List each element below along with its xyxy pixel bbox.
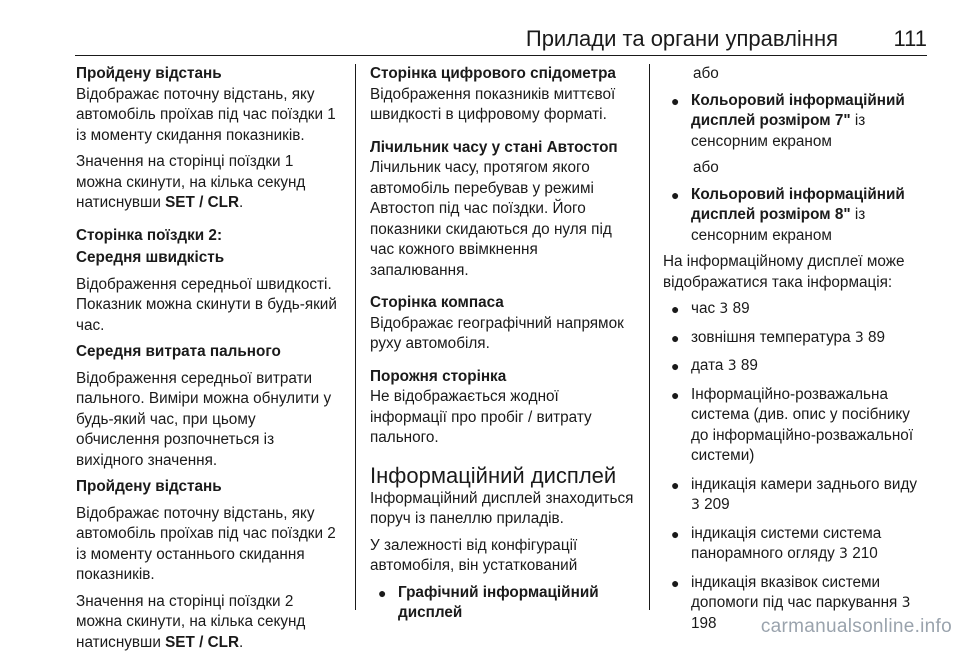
bullet-icon: ●: [671, 524, 679, 545]
or-text: або: [663, 158, 929, 179]
paragraph: Значення на сторінці поїздки 1 можна скинути, на кілька секунд натиснувши SET / CLR.: [76, 152, 342, 214]
section-heading: Середня швидкість: [76, 248, 342, 269]
list-item: ● Кольоровий інформаційний дисплей розміром 7" із сенсорним екраном: [663, 91, 929, 153]
section-heading: Пройдену відстань: [76, 477, 342, 498]
section-heading: Сторінка поїздки 2:: [76, 226, 342, 247]
header-rule: [75, 55, 927, 56]
bullet-icon: ●: [378, 583, 386, 604]
page-ref-icon: 3: [839, 546, 848, 562]
section-heading: Пройдену відстань: [76, 64, 342, 85]
bullet-icon: ●: [671, 328, 679, 349]
page-ref-icon: 3: [728, 358, 737, 374]
paragraph: Інформаційний дисплей знаходиться поруч із панеллю приладів.: [370, 489, 638, 530]
list-item: ● час 3 89: [663, 299, 929, 320]
list-item: ● індикація камери заднього виду 3 209: [663, 475, 929, 516]
paragraph: Відображення показників миттєвої швидкості в цифровому форматі.: [370, 85, 638, 126]
paragraph: Відображення середньої швидкості. Показник можна скинути в будь-який час.: [76, 275, 342, 337]
paragraph: Відображення середньої витрати пального. Виміри можна обнулити у будь-який час, при цьому обчислення розпочнеться із вихідного значення.: [76, 369, 342, 472]
page-ref[interactable]: 89: [868, 329, 885, 346]
paragraph: У залежності від конфігурації автомобіля, він устаткований: [370, 536, 638, 577]
page-ref[interactable]: 198: [691, 615, 717, 632]
page-number: 111: [894, 27, 927, 51]
column-2: [370, 64, 638, 624]
column-3: [663, 64, 929, 634]
section-heading: Середня витрата пального: [76, 342, 342, 363]
page-ref[interactable]: 209: [704, 496, 730, 513]
key-label: SET / CLR: [165, 634, 239, 651]
section-title: Інформаційний дисплей: [370, 461, 638, 489]
or-text: або: [663, 64, 929, 85]
bullet-icon: ●: [671, 573, 679, 594]
bullet-icon: ●: [671, 185, 679, 206]
list-item: ● Графічний інформаційний дисплей: [370, 583, 638, 624]
watermark: carmanualsonline.info: [761, 616, 952, 638]
page-ref-icon: 3: [691, 497, 700, 513]
list-item: ● Кольоровий інформаційний дисплей розміром 8" із сенсорним екраном: [663, 185, 929, 247]
page-ref-icon: 3: [719, 301, 728, 317]
page-ref[interactable]: 210: [852, 545, 878, 562]
bullet-icon: ●: [671, 385, 679, 406]
paragraph: Значення на сторінці поїздки 2 можна скинути, на кілька секунд натиснувши SET / CLR.: [76, 592, 342, 653]
bullet-icon: ●: [671, 91, 679, 112]
list-item: ● Інформаційно-розважальна система (див. опис у посібнику до інформаційно-розважальної системи): [663, 385, 929, 467]
column-1: [76, 64, 342, 653]
bullet-icon: ●: [671, 356, 679, 377]
page-ref[interactable]: 89: [733, 300, 750, 317]
section-heading: Порожня сторінка: [370, 367, 638, 388]
info-list: [663, 299, 929, 634]
column-divider: [355, 64, 356, 610]
key-label: SET / CLR: [165, 194, 239, 211]
bullet-icon: ●: [671, 299, 679, 320]
list-item: ● дата 3 89: [663, 356, 929, 377]
bullet-icon: ●: [671, 475, 679, 496]
list-item: ● індикація системи система панорамного огляду 3 210: [663, 524, 929, 565]
paragraph: На інформаційному дисплеї може відображатися така інформація:: [663, 252, 929, 293]
page-ref[interactable]: 89: [741, 357, 758, 374]
paragraph: Відображає поточну відстань, яку автомобіль проїхав під час поїздки 1 із моменту скидання показників.: [76, 85, 342, 147]
paragraph: Лічильник часу, протягом якого автомобіль перебував у режимі Автостоп під час поїздки. Його показники скидаються до нуля під час кожного ввімкнення запалювання.: [370, 158, 638, 281]
list-item: ● зовнішня температура 3 89: [663, 328, 929, 349]
page-ref-icon: 3: [855, 330, 864, 346]
section-heading: Сторінка компаса: [370, 293, 638, 314]
page-header: [0, 0, 960, 58]
header-title: Прилади та органи управління: [526, 27, 838, 51]
list-item: ● індикація вказівок системи допомоги під час паркування 3 198: [663, 573, 929, 635]
paragraph: Відображає поточну відстань, яку автомобіль проїхав під час поїздки 2 із моменту останнього скидання показників.: [76, 504, 342, 586]
paragraph: Не відображається жодної інформації про пробіг / витрату пального.: [370, 387, 638, 449]
column-divider: [649, 64, 650, 610]
page-ref-icon: 3: [902, 595, 911, 611]
section-heading: Лічильник часу у стані Автостоп: [370, 138, 638, 159]
paragraph: Відображає географічний напрямок руху автомобіля.: [370, 314, 638, 355]
section-heading: Сторінка цифрового спідометра: [370, 64, 638, 85]
